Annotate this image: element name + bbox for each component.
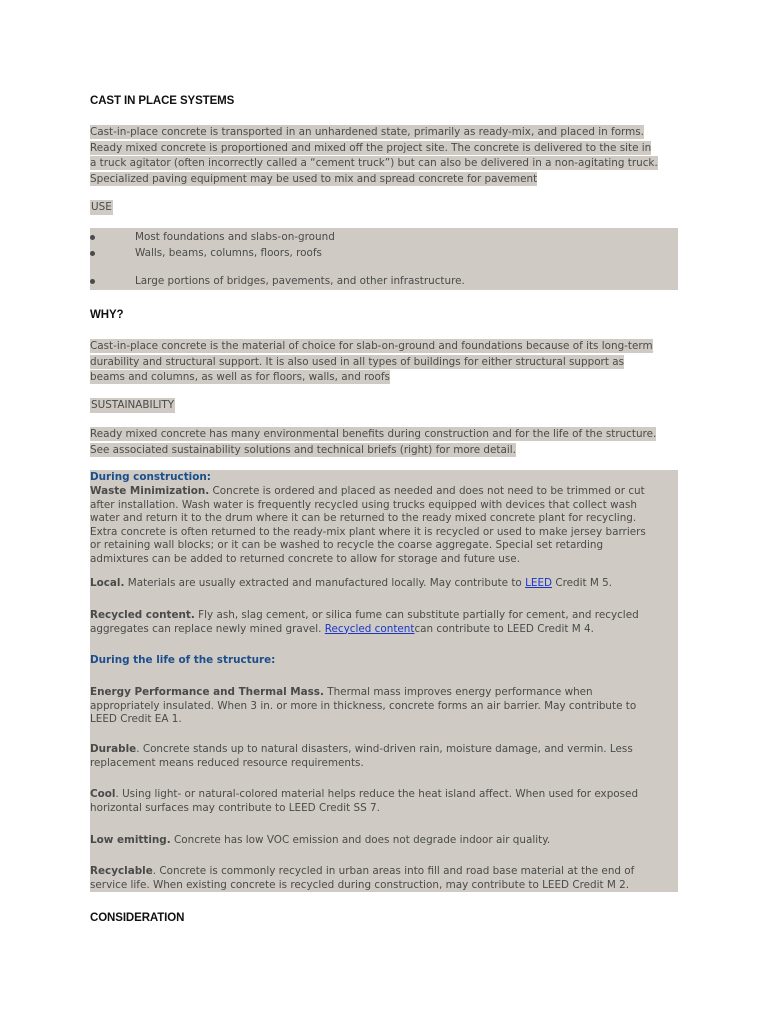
- energy-lead: Energy Performance and Thermal Mass.: [90, 686, 324, 698]
- recyclable-paragraph: [90, 865, 678, 892]
- cool-line: horizontal surfaces may contribute to LEED Credit SS 7.: [90, 801, 380, 814]
- sustainability-paragraph: [90, 427, 678, 458]
- life-heading-text: During the life of the structure:: [90, 654, 276, 666]
- recyclable-lead: Recyclable: [90, 865, 153, 877]
- waste-paragraph: [90, 485, 678, 567]
- list-item-text: Large portions of bridges, pavements, and other infrastructure.: [135, 275, 465, 287]
- waste-lead: Waste Minimization.: [90, 485, 210, 497]
- bullet-icon: [90, 251, 95, 256]
- energy-line: LEED Credit EA 1.: [90, 713, 182, 726]
- list-item: [90, 230, 678, 245]
- life-heading: [90, 654, 678, 668]
- bullet-icon: [90, 279, 95, 284]
- page-title: CAST IN PLACE SYSTEMS: [90, 95, 235, 107]
- cool-paragraph: [90, 788, 678, 815]
- recyclable-line: service life. When existing concrete is recycled during construction, may contribute to LEED Credit M 2.: [90, 878, 630, 891]
- energy-line: Thermal mass improves energy performance when: [323, 686, 593, 698]
- construction-heading-text: During construction:: [90, 471, 211, 483]
- cool-line: . Using light- or natural-colored material helps reduce the heat island affect. When used for exposed: [115, 788, 639, 800]
- leed-link[interactable]: LEED: [525, 577, 553, 589]
- recyclable-line: . Concrete is commonly recycled in urban areas into fill and road base material at the end of: [152, 865, 635, 877]
- low-emitting-lead: Low emitting.: [90, 834, 171, 846]
- consideration-heading: CONSIDERATION: [90, 912, 185, 924]
- durable-line: . Concrete stands up to natural disasters, wind-driven rain, moisture damage, and vermin. Less: [136, 743, 633, 755]
- use-list: [90, 228, 678, 290]
- waste-line: after installation. Wash water is frequently recycled using trucks equipped with devices that collect wash: [90, 498, 637, 511]
- durable-paragraph: [90, 743, 678, 770]
- intro-line: Ready mixed concrete is proportioned and mixed off the project site. The concrete is delivered to the site in: [90, 141, 652, 154]
- list-item: [90, 246, 678, 261]
- why-line: durability and structural support. It is also used in all types of buildings for either structural support as: [90, 355, 624, 368]
- intro-line: Cast-in-place concrete is transported in an unhardened state, primarily as ready-mix, and placed in forms.: [90, 126, 644, 138]
- recycled-lead: Recycled content.: [90, 609, 195, 621]
- use-label: USE: [91, 201, 112, 213]
- waste-line: Concrete is ordered and placed as needed and does not need to be trimmed or cut: [209, 485, 645, 497]
- waste-line: water and return it to the drum where it can be returned to the ready mixed concrete plant for recycling.: [90, 512, 637, 525]
- why-line: Cast-in-place concrete is the material of choice for slab-on-ground and foundations because of its long-term: [90, 340, 653, 352]
- waste-line: Extra concrete is often returned to the ready-mix plant where it is recycled or used to make jersey barriers: [90, 525, 646, 538]
- low-emitting-text: Concrete has low VOC emission and does not degrade indoor air quality.: [170, 834, 551, 846]
- benefits-block: [90, 470, 678, 892]
- cool-lead: Cool: [90, 788, 116, 800]
- intro-line: Specialized paving equipment may be used to mix and spread concrete for pavement: [90, 172, 538, 185]
- energy-line: appropriately insulated. When 3 in. or more in thickness, concrete forms an air barrier. May contribute to: [90, 699, 637, 712]
- construction-heading: [90, 471, 678, 485]
- recycled-content-link[interactable]: Recycled content: [324, 622, 415, 635]
- local-paragraph: [90, 577, 678, 591]
- list-item-text: Most foundations and slabs-on-ground: [135, 231, 335, 243]
- why-line: beams and columns, as well as for floors, walls, and roofs: [90, 371, 390, 384]
- durable-lead: Durable: [90, 743, 137, 755]
- low-emitting-paragraph: [90, 834, 678, 848]
- recycled-line: aggregates can replace newly mined gravel.: [90, 622, 325, 635]
- bullet-icon: [90, 235, 95, 240]
- durable-line: replacement means reduced resource requirements.: [90, 756, 364, 769]
- list-item-text: Walls, beams, columns, floors, roofs: [135, 247, 322, 259]
- local-text: Materials are usually extracted and manufactured locally. May contribute to: [124, 577, 526, 589]
- energy-paragraph: [90, 686, 678, 727]
- intro-paragraph: [90, 125, 678, 187]
- why-heading: WHY?: [90, 309, 124, 321]
- recycled-line-end: can contribute to LEED Credit M 4.: [414, 622, 594, 635]
- sustainability-line: See associated sustainability solutions and technical briefs (right) for more detail.: [90, 443, 516, 456]
- sustainability-label: SUSTAINABILITY: [91, 399, 175, 411]
- why-paragraph: [90, 339, 678, 386]
- local-text-end: Credit M 5.: [552, 577, 613, 589]
- waste-line: or retaining wall blocks; or it can be washed to recycle the coarse aggregate. Special set retarding: [90, 539, 604, 552]
- recycled-line: Fly ash, slag cement, or silica fume can substitute partially for cement, and recycled: [194, 609, 639, 621]
- intro-line: a truck agitator (often incorrectly called a “cement truck”) but can also be delivered in a non-agitating truck.: [90, 157, 658, 170]
- list-item: [90, 274, 678, 289]
- waste-line: admixtures can be added to returned concrete to allow for storage and future use.: [90, 552, 520, 565]
- recycled-paragraph: [90, 609, 678, 636]
- local-lead: Local.: [90, 577, 125, 589]
- sustainability-line: Ready mixed concrete has many environmental benefits during construction and for the life of the structure.: [90, 428, 657, 440]
